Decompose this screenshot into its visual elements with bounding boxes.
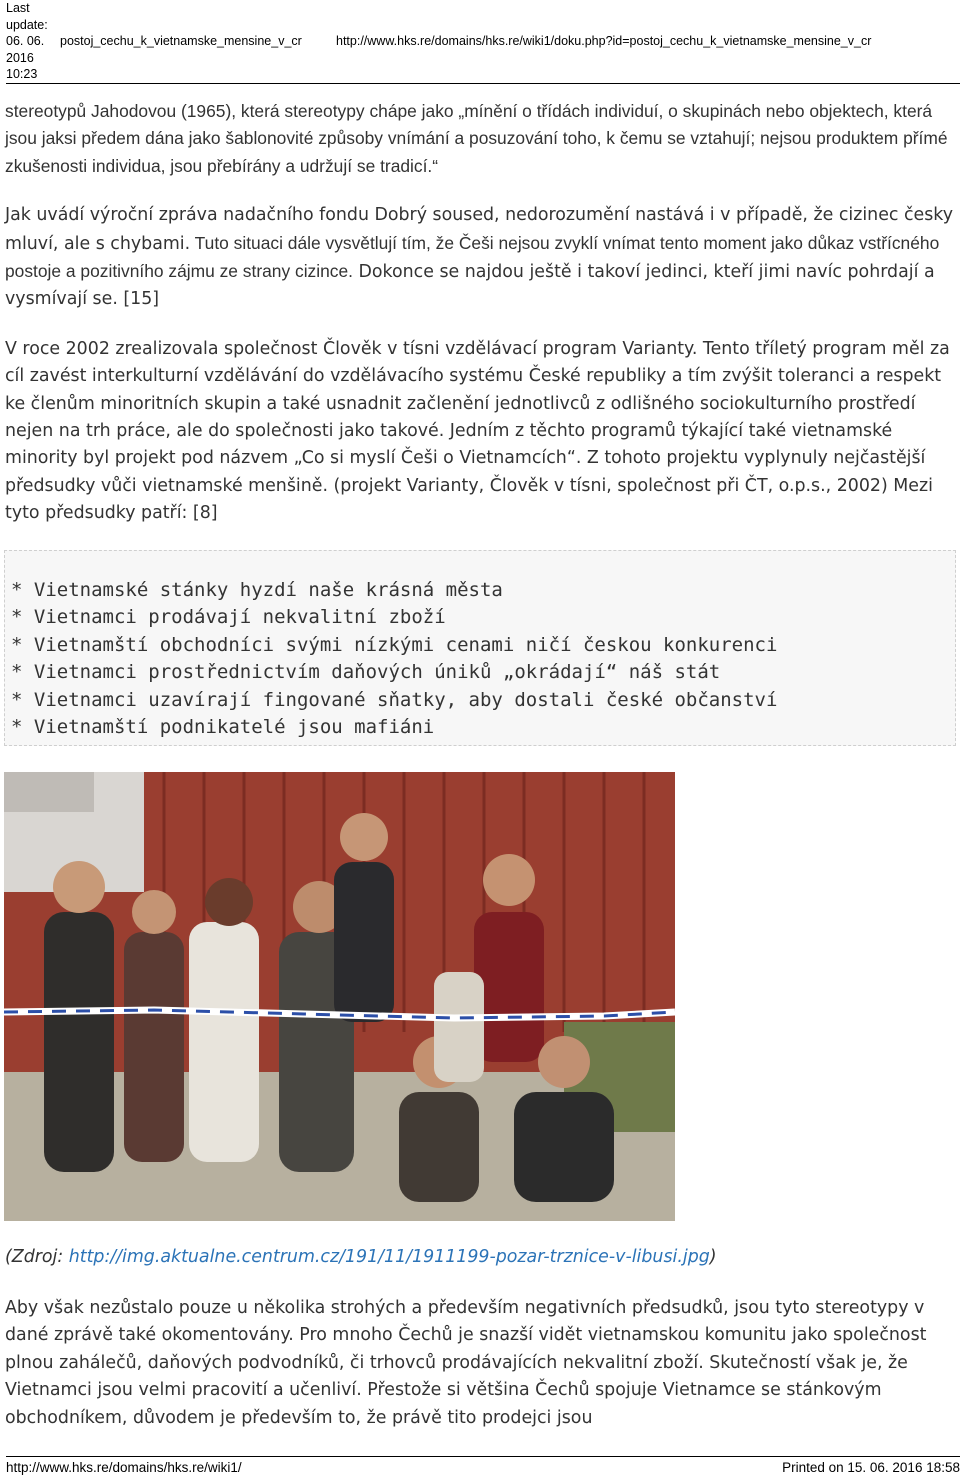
paragraph-text: Skutečností však je, že Vietnamci jsou velmi pracovití a učenliví. [5, 1352, 908, 1401]
article-photo [4, 772, 675, 1221]
source-prefix: (Zdroj: [5, 1247, 69, 1267]
paragraph-dobry-soused [5, 202, 960, 314]
paragraph-text: Aby však nezůstalo pouze u několika strohých a především negativních předsudků, jsou tyto stereotypy v dané zprávě také okomentovány. [5, 1298, 925, 1346]
code-line: * Vietnamské stánky hyzdí naše krásná města [11, 579, 503, 601]
footer-printed-date: Printed on 15. 06. 2016 18:58 [782, 1460, 960, 1475]
last-update-date: 06. 06. [6, 34, 45, 48]
paragraph-text: stereotypů Jahodovou (1965), která stereotypy chápe jako „mínění o třídách individuí, o skupinách nebo objektech, která jsou jaksi předem dána jako šablonovité způsoby vnímání a posuzování toho, k čemu se vztahují; nejsou produktem přímé zkušenosti individua, jsou přebírány a udržují se tradicí.“ [5, 101, 948, 176]
code-line: * Vietnamci prodávají nekvalitní zboží [11, 606, 446, 629]
paragraph-text: Tuto situaci dále vysvětlují tím, že Češi nejsou zvyklí vnímat tento moment jako důkaz vstřícného postoje a pozitivního zájmu ze strany cizince. [5, 232, 940, 282]
code-line: * Vietnamští obchodníci svými nízkými cenami ničí českou konkurenci [11, 633, 778, 656]
paragraph-stereotype-definition [5, 98, 960, 180]
last-update-block [6, 0, 58, 83]
prejudice-list-code-block [4, 550, 956, 746]
source-suffix: ) [709, 1247, 717, 1267]
paragraph-text: Dokonce se najdou ještě i takoví jedinci, kteří jimi navíc pohrdají a vysmívají se. [15] [5, 262, 935, 310]
paragraph-text: V roce 2002 zrealizovala společnost Člověk v tísni vzdělávací program Varianty. [5, 338, 698, 359]
header-divider [6, 83, 960, 84]
code-line: * Vietnamští podnikatelé jsou mafiáni [11, 716, 435, 739]
footer-divider [6, 1456, 960, 1457]
source-link[interactable]: http://img.aktualne.centrum.cz/191/11/1911199-pozar-trznice-v-libusi.jpg [68, 1247, 710, 1267]
paragraph-commentary [5, 1295, 960, 1432]
page-id: postoj_cechu_k_vietnamske_mensine_v_cr [60, 34, 302, 48]
paragraph-text: Tento tříletý program měl za cíl zavést interkulturní vzdělávání do vzdělávacího systému České republiky a tím zvýšit toleranci a respekt ke členům minoritních skupin a také usnadnit začlenění jednotlivců z odlišného sociokulturního prostředí nejen na trh práce, ale do společnosti jako takové. [5, 338, 950, 442]
last-update-time: 10:23 [6, 67, 38, 81]
footer-url: http://www.hks.re/domains/hks.re/wiki1/ [6, 1460, 242, 1475]
paragraph-text: Přestože si většina Čechů spojuje Vietnamce se stánkovým obchodníkem, důvodem je především to, že právě tito prodejci jsou [5, 1380, 882, 1428]
paragraph-text: Z tohoto projektu vyplynuly nejčastější předsudky vůči vietnamské menšině. (projekt Varianty, Člověk v tísni, společnost při ČT, o.p.s., 2002) Mezi tyto předsudky patří: [8] [5, 448, 933, 524]
paragraph-text: Jak uvádí výroční zpráva nadačního fondu Dobrý soused, nedorozumění nastává i v případě, že cizinec česky mluví, ale s chybami. [5, 205, 954, 254]
last-update-year: 2016 [6, 50, 34, 65]
photo-illustration [4, 772, 675, 1221]
article-content [5, 98, 960, 550]
paragraph-text: Jedním z těchto programů týkající také vietnamské minority byl projekt pod názvem „Co si myslí Češi o Vietnamcích“. [5, 421, 893, 469]
paragraph-varianty [5, 336, 960, 528]
image-source [5, 1244, 960, 1271]
code-line: * Vietnamci uzavírají fingované sňatky, aby dostali české občanství [11, 688, 778, 711]
page-url: http://www.hks.re/domains/hks.re/wiki1/doku.php?id=postoj_cechu_k_vietnamske_mensine_v_cr [336, 34, 872, 48]
paragraph-text: Pro mnoho Čechů je snazší vidět vietnamskou komunitu jako společnost plnou zahálečů, daňových podvodníků, či trhovců prodávajících nekvalitní zboží. [5, 1325, 927, 1373]
building-window [4, 772, 94, 812]
code-line: * Vietnamci prostřednictvím daňových úniků „okrádají“ náš stát [11, 661, 721, 684]
page-header [0, 0, 960, 84]
last-update-label: Last update: [6, 1, 48, 32]
